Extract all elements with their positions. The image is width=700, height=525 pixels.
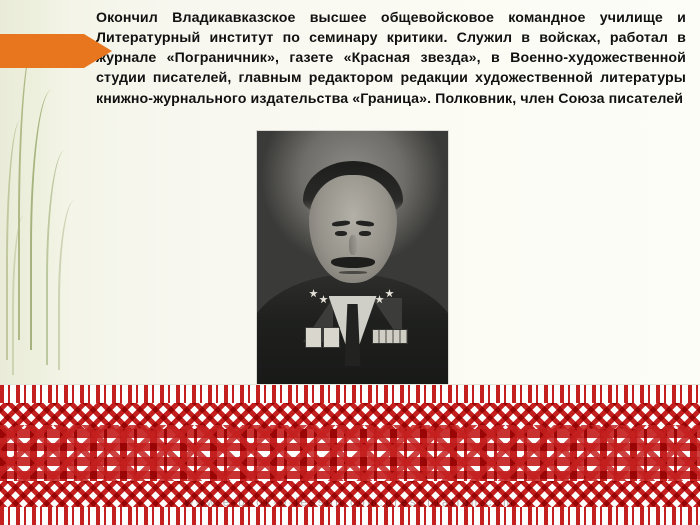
eye-left	[335, 231, 347, 236]
uniform-badge-icon	[323, 327, 340, 348]
ornament-row-zigzag-lower	[0, 481, 700, 507]
ornament-diamonds	[0, 425, 700, 485]
watermark-text: www.e-book-o-lesson.com.presentation.com	[184, 497, 516, 509]
medal-ribbons-icon	[372, 329, 408, 344]
grass-blade-icon	[12, 215, 32, 375]
bottom-ornament-band	[0, 384, 700, 525]
nose	[349, 235, 357, 255]
mouth	[339, 271, 367, 274]
eye-right	[359, 231, 371, 236]
arrow-banner-body	[0, 34, 84, 68]
orange-arrow-banner	[0, 34, 112, 68]
moustache	[331, 257, 375, 268]
slide-body-text: Окончил Владикавказское высшее общевойсковое командное училище и Литературный институт по семинару критики. Служил в войсках, работал в журнале «Пограничник», газете «Красная звезда», в Военно-художественной студии писателей, главным редактором редакции художественной литературы книжно-журнального издательства «Граница». Полковник, член Союза писателей	[96, 10, 686, 107]
uniform-badge-icon	[305, 327, 322, 348]
arrow-banner-tip-icon	[84, 34, 112, 68]
portrait-photo	[257, 131, 448, 384]
ornament-row-bottom	[0, 507, 700, 525]
ornament-row-top	[0, 385, 700, 403]
